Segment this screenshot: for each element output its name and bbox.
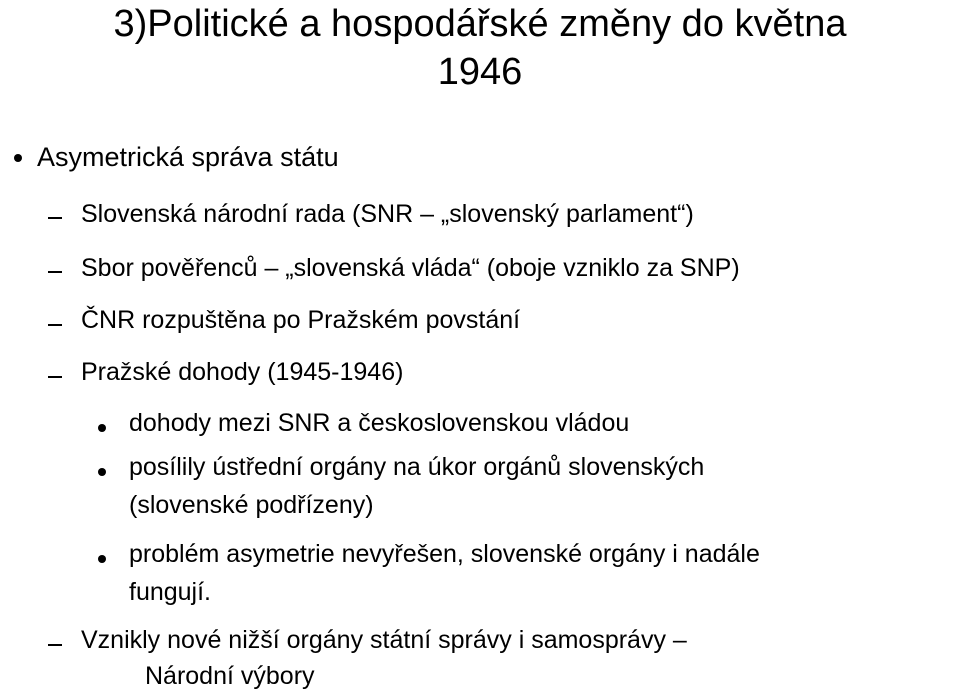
bullet-prazske-dohody: Pražské dohody (1945-1946)	[81, 358, 404, 386]
bullet-dot-icon	[14, 154, 22, 162]
bullet-posilily-ustredni-line-2: (slovenské podřízeny)	[129, 491, 374, 519]
slide-title-line-2: 1946	[437, 51, 523, 93]
bullet-dash-icon	[48, 324, 62, 326]
bullet-slovenska-narodni-rada: Slovenská národní rada (SNR – „slovenský parlament“)	[81, 200, 694, 228]
bullet-dash-icon	[48, 217, 62, 219]
bullet-problem-asymetrie-line-2: fungují.	[129, 578, 212, 606]
bullet-cnr-rozpustena: ČNR rozpuštěna po Pražském povstání	[81, 306, 521, 334]
bullet-dash-icon	[48, 271, 62, 273]
slide-title-line-1: 3)Politické a hospodářské změny do května	[113, 3, 847, 45]
bullet-posilily-ustredni-line-1: posílily ústřední orgány na úkor orgánů slovenských	[129, 453, 705, 481]
bullet-dot-icon	[98, 555, 106, 563]
bullet-vznikly-nove-line-1: Vznikly nové nižší orgány státní správy i samosprávy –	[81, 626, 687, 654]
bullet-dash-icon	[48, 644, 62, 646]
bullet-dash-icon	[48, 376, 62, 378]
slide-title	[0, 0, 960, 96]
bullet-dohody-mezi-snr: dohody mezi SNR a československou vládou	[129, 409, 630, 437]
bullet-asymetricka-sprava: Asymetrická správa státu	[37, 142, 339, 172]
bullet-sbor-poverencu: Sbor pověřenců – „slovenská vláda“ (oboje vzniklo za SNP)	[81, 254, 740, 282]
bullet-vznikly-nove-line-2: Národní výbory	[145, 662, 315, 690]
bullet-dot-icon	[98, 424, 106, 432]
bullet-problem-asymetrie-line-1: problém asymetrie nevyřešen, slovenské orgány i nadále	[129, 540, 760, 568]
bullet-dot-icon	[98, 468, 106, 476]
